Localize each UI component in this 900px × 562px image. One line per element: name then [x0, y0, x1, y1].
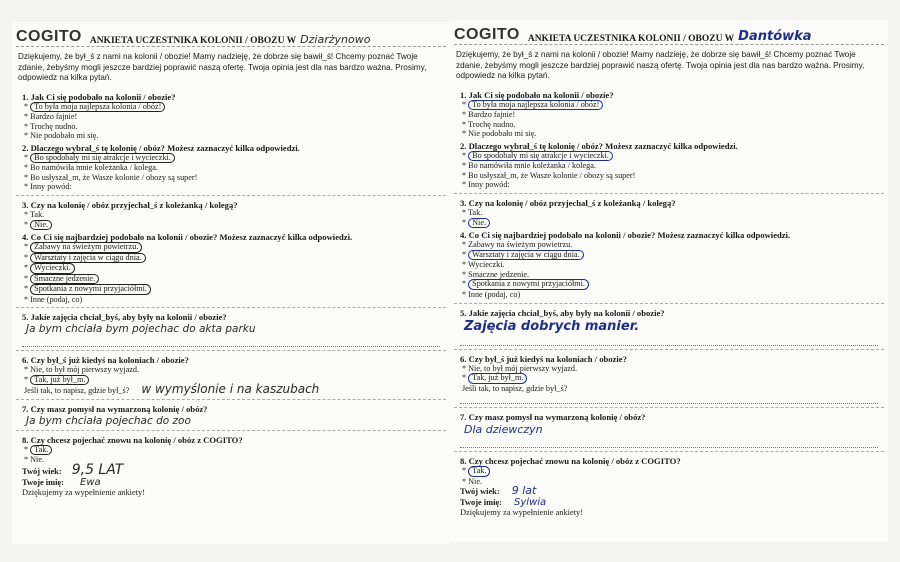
option: * Tak, już był_m.: [462, 373, 876, 384]
option: * Spotkania z nowymi przyjaciółmi.: [462, 279, 876, 290]
age-row: Twój wiek: 9,5 LAT: [22, 462, 124, 479]
circled-answer: Nie.: [30, 220, 52, 231]
question-6: 6. Czy był_ś już kiedyś na koloniach / obozie?: [460, 353, 627, 364]
option: * Tak.: [24, 445, 438, 456]
cogito-logo: COGITO: [454, 26, 520, 43]
option: * To była moja najlepsza kolonia / obóz!: [24, 102, 438, 113]
question-3: 3. Czy na kolonię / obóz przyjechał_ś z koleżanką / kolegą?: [22, 200, 238, 211]
circled-answer: Bo spodobały mi się atrakcje i wycieczki.: [30, 153, 175, 164]
option: * Bo usłyszał_m, że Wasze kolonie / obozy są super!: [462, 170, 636, 180]
option: * Warsztaty i zajęcia w ciągu dnia.: [24, 253, 438, 264]
option: * Inny powód:: [24, 182, 72, 192]
option: * Smaczne jedzenie.: [462, 269, 530, 279]
question-4: 4. Co Ci się najbardziej podobało na kolonii / obozie? Możesz zaznaczyć kilka odpowiedzi.: [22, 232, 353, 243]
name-row: Twoje imię: Sylwia: [460, 496, 547, 508]
question-8: 8. Czy chcesz pojechać znowu na kolonię / obóz z COGITO?: [22, 434, 243, 445]
option: * Bardzo fajnie!: [462, 110, 516, 119]
option: * Inne (podaj, co): [24, 294, 83, 304]
option: * Smaczne jedzenie.: [24, 274, 438, 285]
question-1: 1. Jak Ci się podobało na kolonii / obozie?: [460, 89, 614, 100]
question-3: 3. Czy na kolonię / obóz przyjechał_ś z koleżanką / kolegą?: [460, 198, 676, 209]
intro-text: Dziękujemy, że był_ś z nami na kolonii / obozie! Mamy nadzieję, że dobrze się bawił_ś! Chcemy poznać Twoje zdanie, żebyśmy mogli jeszcze bardziej poprawić naszą ofertę. Twoja opinia jest dla nas bardzo ważna. Prosimy, odpowiedz na kilka pytań.: [18, 52, 427, 82]
option: * Wycieczki.: [462, 260, 505, 270]
option: * Tak.: [462, 466, 876, 477]
name-row: Twoje imię: Ewa: [22, 476, 101, 488]
cogito-logo: COGITO: [16, 28, 82, 45]
option: * Wycieczki.: [24, 263, 438, 274]
handwritten-place: Dantówka: [738, 29, 812, 44]
survey-sheet-left: [12, 22, 450, 544]
option: * Zabawy na świeżym powietrzu.: [24, 242, 438, 253]
name-answer: Sylwia: [514, 496, 547, 508]
answer-line: [460, 335, 878, 346]
handwritten-place: Dziarżynowo: [300, 33, 371, 46]
option: * Bo usłyszał_m, że Wasze kolonie / obozy są super!: [24, 172, 198, 182]
option: * Tak, już był_m.: [24, 375, 438, 386]
option: * Bo spodobały mi się atrakcje i wycieczki.: [24, 153, 438, 164]
option: * Nie.: [24, 455, 45, 465]
question-2: 2. Dlaczego wybrał_ś tę kolonię / obóz? Możesz zaznaczyć kilka odpowiedzi.: [460, 140, 738, 151]
answer-line: [22, 336, 440, 347]
option: * Bo spodobały mi się atrakcje i wycieczki.: [462, 151, 876, 162]
q5-answer: Zajęcia dobrych manier.: [464, 318, 640, 334]
q7-answer: Ja bym chciała pojechac do zoo: [26, 414, 191, 427]
thanks-text: Dziękujemy za wypełnienie ankiety!: [22, 488, 146, 498]
q5-answer: Ja bym chciała bym pojechac do akta parku: [26, 323, 256, 336]
option: * Warsztaty i zajęcia w ciągu dnia.: [462, 250, 876, 261]
option: * Tak.: [24, 210, 45, 220]
option: * Spotkania z nowymi przyjaciółmi.: [24, 284, 438, 295]
option: * Bardzo fajnie!: [24, 112, 78, 121]
option: * Nie podobało mi się.: [462, 129, 537, 139]
answer-line: [460, 393, 878, 404]
intro-text: Dziękujemy, że był_ś z nami na kolonii / obozie! Mamy nadzieję, że dobrze się bawił_ś! Chcemy poznać Twoje zdanie, żebyśmy mogli jeszcze bardziej poprawić naszą ofertę. Twoja opinia jest dla nas bardzo ważna. Prosimy, odpowiedz na kilka pytań.: [456, 50, 865, 80]
option: * Nie.: [462, 218, 876, 229]
question-7: 7. Czy masz pomysł na wymarzoną kolonię / obóz?: [460, 412, 646, 423]
question-5: 5. Jakie zajęcia chciał_byś, aby były na kolonii / obozie?: [460, 307, 665, 318]
form-title: ANKIETA UCZESTNIKA KOLONII / OBOZU W: [89, 36, 297, 46]
option: * Bo namówiła mnie koleżanka / kolega.: [24, 163, 158, 173]
age-answer: 9 lat: [511, 484, 537, 498]
question-5: 5. Jakie zajęcia chciał_byś, aby były na kolonii / obozie?: [22, 312, 227, 323]
form-title: ANKIETA UCZESTNIKA KOLONII / OBOZU W: [527, 34, 735, 44]
option: * Nie.: [462, 476, 483, 486]
answer-line: [460, 437, 878, 448]
q7-answer: Dla dziewczyn: [464, 423, 543, 437]
option: * Inny powód:: [462, 180, 510, 190]
sheet-header: [454, 20, 884, 45]
option: Jeśli tak, to napisz, gdzie był_ś?: [462, 383, 568, 393]
survey-sheet-right: [450, 20, 888, 542]
circled-answer: To była moja najlepsza kolonia / obóz!: [468, 100, 603, 111]
question-4: 4. Co Ci się najbardziej podobało na kolonii / obozie? Możesz zaznaczyć kilka odpowiedzi.: [460, 230, 791, 241]
option: * Tak.: [462, 208, 483, 218]
name-answer: Ewa: [80, 476, 101, 488]
option: * Nie, to był mój pierwszy wyjazd.: [462, 363, 578, 373]
option: * Trochę nudno.: [24, 121, 78, 131]
option: * Nie, to był mój pierwszy wyjazd.: [24, 365, 140, 375]
question-1: 1. Jak Ci się podobało na kolonii / obozie?: [22, 91, 176, 102]
sheet-header: [16, 22, 446, 47]
age-answer: 9,5 LAT: [71, 462, 124, 479]
option: * Inne (podaj, co): [462, 289, 521, 299]
option: * Nie podobało mi się.: [24, 131, 99, 141]
question-2: 2. Dlaczego wybrał_ś tę kolonię / obóz? Możesz zaznaczyć kilka odpowiedzi.: [22, 142, 300, 153]
thanks-text: Dziękujemy za wypełnienie ankiety!: [460, 508, 584, 518]
age-row: Twój wiek: 9 lat: [460, 484, 537, 498]
question-7: 7. Czy masz pomysł na wymarzoną kolonię / obóz?: [22, 403, 208, 414]
q6-answer: w wymyślonie i na kaszubach: [141, 382, 320, 397]
option: Jeśli tak, to napisz, gdzie był_ś? w wymyślonie i na kaszubach: [24, 382, 320, 397]
question-8: 8. Czy chcesz pojechać znowu na kolonię / obóz z COGITO?: [460, 456, 681, 467]
option: * Bo namówiła mnie koleżanka / kolega.: [462, 161, 596, 171]
option: * Trochę nudno.: [462, 119, 516, 129]
option: * Zabawy na świeżym powietrzu.: [462, 240, 573, 250]
question-6: 6. Czy był_ś już kiedyś na koloniach / obozie?: [22, 355, 189, 366]
option: * To była moja najlepsza kolonia / obóz!: [462, 100, 876, 111]
option: * Nie.: [24, 220, 438, 231]
circled-answer: To była moja najlepsza kolonia / obóz!: [30, 102, 165, 113]
